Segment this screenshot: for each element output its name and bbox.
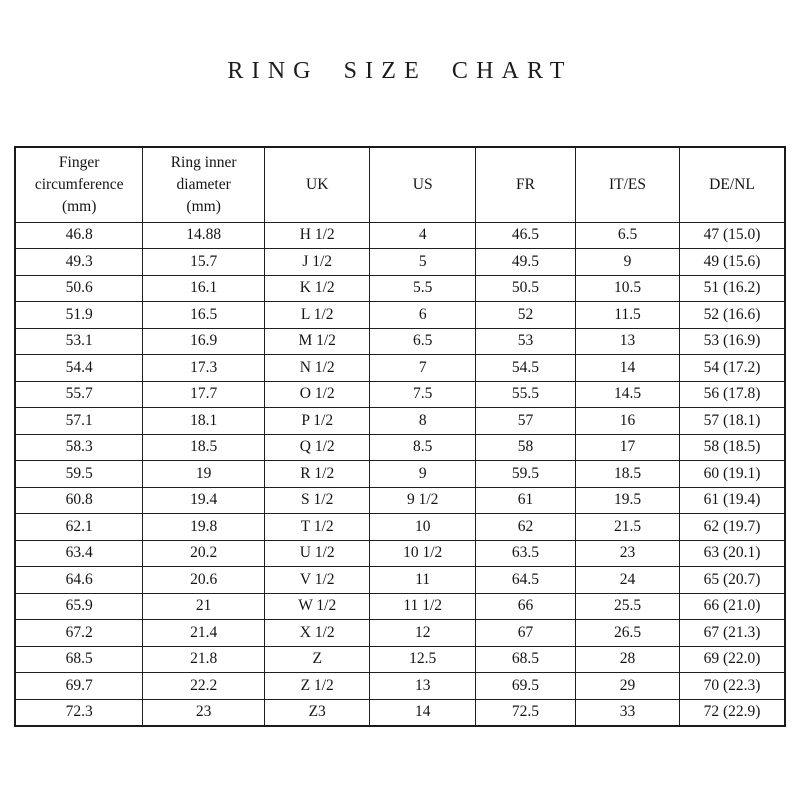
header-line: (mm): [186, 197, 221, 215]
table-cell: 19.8: [143, 514, 265, 541]
table-cell: 55.5: [475, 381, 575, 408]
table-cell: 16.1: [143, 275, 265, 302]
table-row: [15, 593, 785, 620]
table-cell: 55.7: [15, 381, 143, 408]
table-cell: 56 (17.8): [679, 381, 785, 408]
table-cell: 14: [576, 355, 680, 382]
table-cell: 63.5: [475, 540, 575, 567]
table-cell: 21.8: [143, 646, 265, 673]
table-cell: 49.3: [15, 249, 143, 276]
table-cell: 61: [475, 487, 575, 514]
table-cell: 19: [143, 461, 265, 488]
table-cell: 10 1/2: [370, 540, 475, 567]
table-row: [15, 620, 785, 647]
table-cell: Z3: [264, 699, 369, 726]
table-cell: 33: [576, 699, 680, 726]
table-cell: 54.5: [475, 355, 575, 382]
table-cell: 21.4: [143, 620, 265, 647]
table-cell: 60 (19.1): [679, 461, 785, 488]
table-cell: 53: [475, 328, 575, 355]
table-cell: 18.5: [576, 461, 680, 488]
table-cell: J 1/2: [264, 249, 369, 276]
table-cell: 14.88: [143, 222, 265, 249]
table-cell: 9 1/2: [370, 487, 475, 514]
table-row: [15, 275, 785, 302]
table-cell: 46.5: [475, 222, 575, 249]
table-row: [15, 540, 785, 567]
table-cell: 5: [370, 249, 475, 276]
table-cell: 23: [576, 540, 680, 567]
table-cell: 52: [475, 302, 575, 329]
table-cell: 57: [475, 408, 575, 435]
table-cell: 72.5: [475, 699, 575, 726]
table-cell: 26.5: [576, 620, 680, 647]
table-cell: K 1/2: [264, 275, 369, 302]
table-cell: 6: [370, 302, 475, 329]
table-cell: 12.5: [370, 646, 475, 673]
table-cell: 51.9: [15, 302, 143, 329]
table-cell: X 1/2: [264, 620, 369, 647]
table-cell: Z: [264, 646, 369, 673]
table-cell: 8.5: [370, 434, 475, 461]
table-cell: 57 (18.1): [679, 408, 785, 435]
table-cell: 66 (21.0): [679, 593, 785, 620]
table-cell: 62.1: [15, 514, 143, 541]
table-cell: 58: [475, 434, 575, 461]
table-row: [15, 699, 785, 726]
header-cell: [475, 147, 575, 222]
table-cell: 49 (15.6): [679, 249, 785, 276]
table-row: [15, 302, 785, 329]
table-cell: 9: [370, 461, 475, 488]
table-cell: 16.5: [143, 302, 265, 329]
table-cell: 72.3: [15, 699, 143, 726]
table-cell: 13: [576, 328, 680, 355]
table-cell: 52 (16.6): [679, 302, 785, 329]
header-line: Ring inner: [170, 153, 237, 171]
table-cell: 62: [475, 514, 575, 541]
table-cell: 58 (18.5): [679, 434, 785, 461]
table-row: [15, 673, 785, 700]
table-cell: 68.5: [15, 646, 143, 673]
table-cell: 54 (17.2): [679, 355, 785, 382]
table-cell: 19.4: [143, 487, 265, 514]
table-cell: 64.5: [475, 567, 575, 594]
table-cell: Q 1/2: [264, 434, 369, 461]
table-cell: 60.8: [15, 487, 143, 514]
header-line: IT/ES: [608, 175, 647, 193]
table-cell: Z 1/2: [264, 673, 369, 700]
table-cell: 19.5: [576, 487, 680, 514]
table-cell: 7.5: [370, 381, 475, 408]
header-line: Finger: [58, 153, 100, 171]
table-cell: 53 (16.9): [679, 328, 785, 355]
table-cell: T 1/2: [264, 514, 369, 541]
header-cell: [679, 147, 785, 222]
ring-size-table: [14, 146, 786, 727]
table-cell: 63 (20.1): [679, 540, 785, 567]
table-header-row: [15, 147, 785, 222]
table-cell: 64.6: [15, 567, 143, 594]
header-cell: [576, 147, 680, 222]
table-cell: 11 1/2: [370, 593, 475, 620]
table-cell: W 1/2: [264, 593, 369, 620]
header-cell: [370, 147, 475, 222]
table-cell: 11: [370, 567, 475, 594]
table-cell: 59.5: [475, 461, 575, 488]
table-cell: 25.5: [576, 593, 680, 620]
table-cell: 7: [370, 355, 475, 382]
table-cell: 20.6: [143, 567, 265, 594]
table-cell: 15.7: [143, 249, 265, 276]
table-cell: 10.5: [576, 275, 680, 302]
header-cell: [143, 147, 265, 222]
table-cell: 16: [576, 408, 680, 435]
table-cell: 18.1: [143, 408, 265, 435]
table-cell: 50.5: [475, 275, 575, 302]
table-cell: 14: [370, 699, 475, 726]
table-cell: 17: [576, 434, 680, 461]
table-cell: 59.5: [15, 461, 143, 488]
table-cell: 53.1: [15, 328, 143, 355]
table-cell: 21.5: [576, 514, 680, 541]
table-cell: 65 (20.7): [679, 567, 785, 594]
header-line: circumference: [34, 175, 124, 193]
table-cell: 61 (19.4): [679, 487, 785, 514]
table-cell: 67 (21.3): [679, 620, 785, 647]
table-cell: 22.2: [143, 673, 265, 700]
table-cell: 57.1: [15, 408, 143, 435]
page-title: RING SIZE CHART: [227, 58, 573, 84]
table-cell: 17.7: [143, 381, 265, 408]
table-row: [15, 514, 785, 541]
table-cell: H 1/2: [264, 222, 369, 249]
table-cell: V 1/2: [264, 567, 369, 594]
table-row: [15, 646, 785, 673]
table-cell: M 1/2: [264, 328, 369, 355]
table-cell: O 1/2: [264, 381, 369, 408]
table-cell: 58.3: [15, 434, 143, 461]
table-cell: 46.8: [15, 222, 143, 249]
table-cell: L 1/2: [264, 302, 369, 329]
table-row: [15, 222, 785, 249]
header-line: FR: [516, 175, 535, 193]
table-row: [15, 461, 785, 488]
table-cell: 67.2: [15, 620, 143, 647]
table-cell: 66: [475, 593, 575, 620]
table-cell: 10: [370, 514, 475, 541]
table-cell: 17.3: [143, 355, 265, 382]
table-cell: 13: [370, 673, 475, 700]
table-cell: U 1/2: [264, 540, 369, 567]
table-row: [15, 434, 785, 461]
table-cell: 6.5: [370, 328, 475, 355]
table-cell: 49.5: [475, 249, 575, 276]
table-cell: 4: [370, 222, 475, 249]
table-cell: 23: [143, 699, 265, 726]
table-cell: 70 (22.3): [679, 673, 785, 700]
table-cell: 69 (22.0): [679, 646, 785, 673]
table-cell: R 1/2: [264, 461, 369, 488]
table-cell: 69.7: [15, 673, 143, 700]
table-cell: 47 (15.0): [679, 222, 785, 249]
table-row: [15, 328, 785, 355]
table-cell: N 1/2: [264, 355, 369, 382]
header-line: diameter: [176, 175, 231, 193]
header-line: US: [412, 175, 433, 193]
table-cell: 69.5: [475, 673, 575, 700]
table-row: [15, 355, 785, 382]
table-row: [15, 408, 785, 435]
table-row: [15, 567, 785, 594]
table-cell: 11.5: [576, 302, 680, 329]
header-line: UK: [306, 175, 329, 193]
table-cell: 67: [475, 620, 575, 647]
table-cell: 63.4: [15, 540, 143, 567]
table-cell: 9: [576, 249, 680, 276]
table-cell: 62 (19.7): [679, 514, 785, 541]
header-line: (mm): [61, 197, 97, 215]
table-cell: 29: [576, 673, 680, 700]
table-cell: S 1/2: [264, 487, 369, 514]
table-cell: 20.2: [143, 540, 265, 567]
table-cell: 16.9: [143, 328, 265, 355]
table-cell: 51 (16.2): [679, 275, 785, 302]
header-cell: [15, 147, 143, 222]
table-cell: 65.9: [15, 593, 143, 620]
table-cell: 68.5: [475, 646, 575, 673]
table-row: [15, 249, 785, 276]
table-cell: 24: [576, 567, 680, 594]
table-row: [15, 381, 785, 408]
table-cell: 14.5: [576, 381, 680, 408]
table-cell: 54.4: [15, 355, 143, 382]
table-body: [15, 222, 785, 726]
table-row: [15, 487, 785, 514]
table-cell: 12: [370, 620, 475, 647]
table-cell: 6.5: [576, 222, 680, 249]
table-cell: 50.6: [15, 275, 143, 302]
table-cell: 8: [370, 408, 475, 435]
table-cell: 5.5: [370, 275, 475, 302]
table-cell: 18.5: [143, 434, 265, 461]
header-line: DE/NL: [709, 175, 755, 193]
table-cell: 21: [143, 593, 265, 620]
table-cell: 28: [576, 646, 680, 673]
table-cell: 72 (22.9): [679, 699, 785, 726]
table-cell: P 1/2: [264, 408, 369, 435]
header-cell: [264, 147, 369, 222]
